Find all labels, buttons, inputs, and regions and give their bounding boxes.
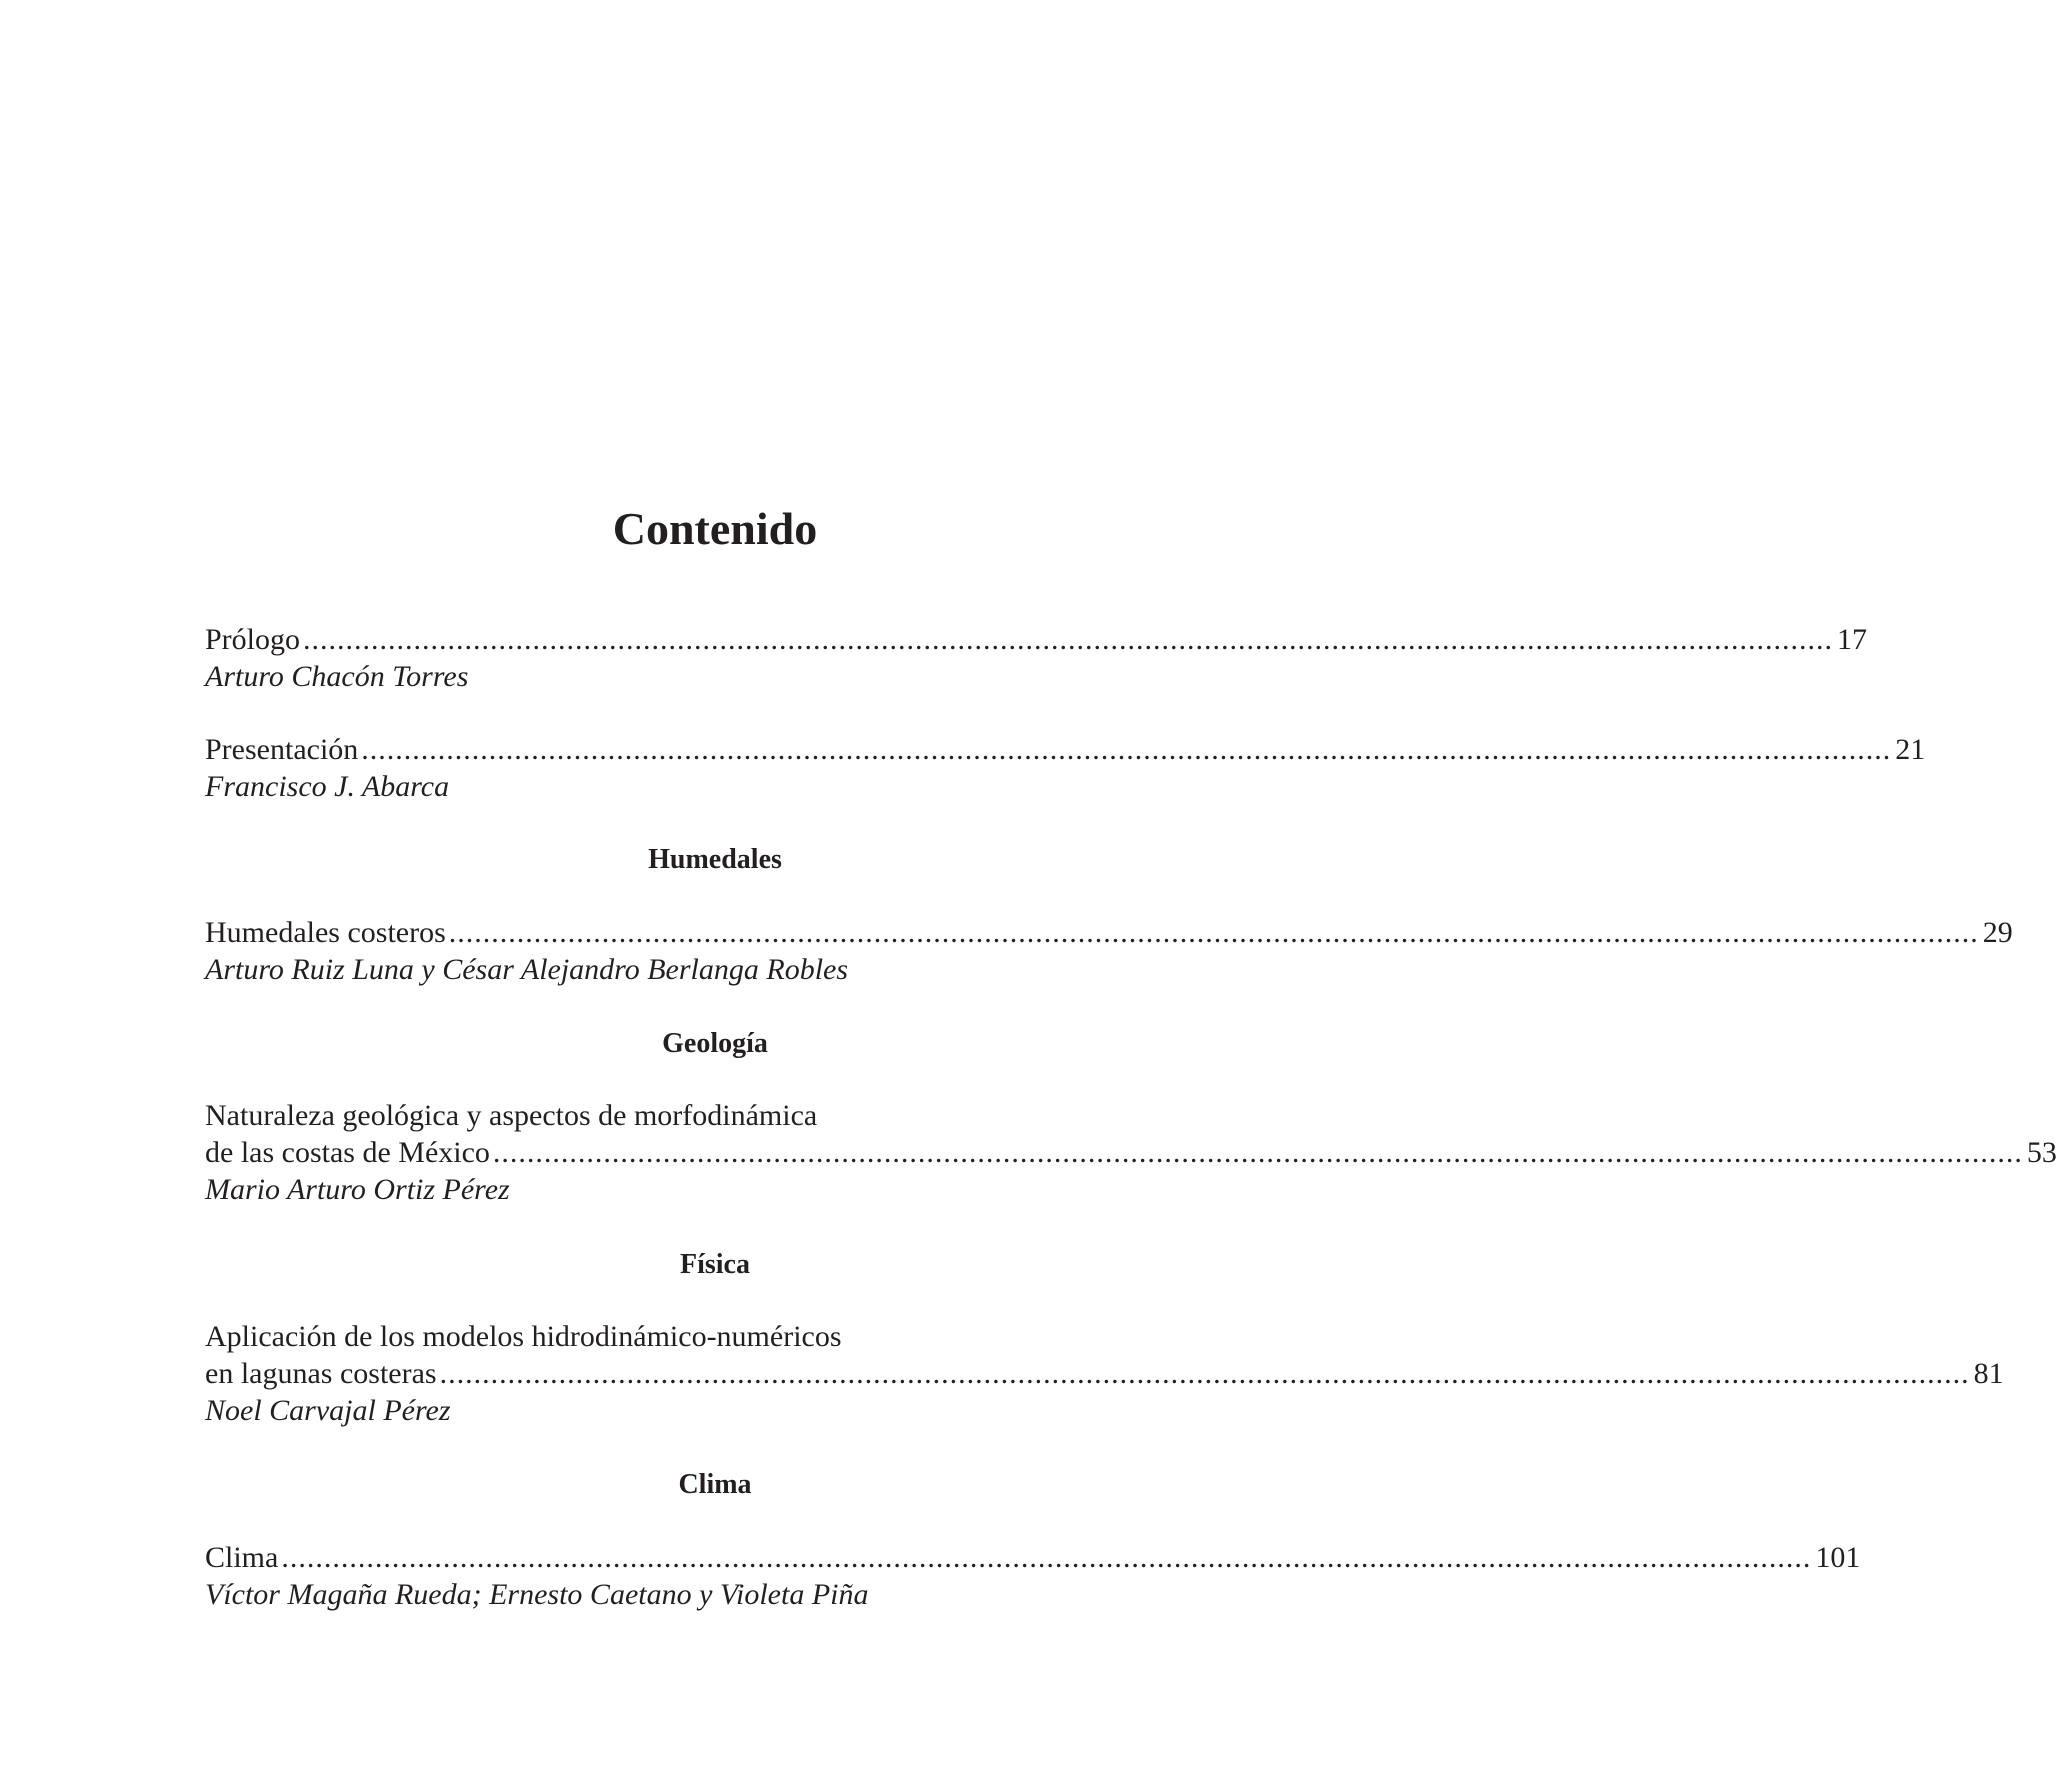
toc-entry-title: de las costas de México [205, 1136, 490, 1169]
section-heading-fisica: Física [680, 1249, 750, 1280]
toc-entry-title: en lagunas costeras [205, 1357, 437, 1390]
dot-leader: .................................................................................................................................................................................... [439, 1357, 1970, 1390]
toc-entry-naturaleza-geologica [205, 1097, 2057, 1208]
toc-entry-author: Francisco J. Abarca [205, 770, 450, 803]
section-heading-geologia: Geología [662, 1028, 768, 1059]
toc-page-number: 17 [1837, 623, 1868, 656]
toc-entry-title: Prólogo [205, 623, 301, 656]
toc-page-number: 101 [1815, 1541, 1861, 1574]
toc-page-number: 53 [2026, 1136, 2057, 1169]
toc-entry-line [205, 1134, 2057, 1171]
toc-entry-author: Víctor Magaña Rueda; Ernesto Caetano y Violeta Piña [205, 1578, 869, 1611]
dot-leader: .................................................................................................................................................................................... [361, 733, 1892, 766]
section-heading-humedales: Humedales [648, 844, 782, 875]
toc-entry-line [205, 731, 1926, 768]
dot-leader: .................................................................................................................................................................................... [492, 1136, 2023, 1169]
toc-entry-title-line1: Naturaleza geológica y aspectos de morfodinámica [205, 1099, 818, 1132]
toc-entry-author: Noel Carvajal Pérez [205, 1394, 451, 1427]
toc-entry-author: Arturo Chacón Torres [205, 660, 469, 693]
toc-page-number: 21 [1895, 733, 1926, 766]
dot-leader: .................................................................................................................................................................................... [303, 623, 1834, 656]
toc-entry-line [205, 914, 2013, 951]
page-title: Contenido [612, 503, 818, 554]
toc-entry-line [205, 1355, 2004, 1392]
dot-leader: .................................................................................................................................................................................... [448, 916, 1979, 949]
toc-entry-title-line1: Aplicación de los modelos hidrodinámico-numéricos [205, 1320, 842, 1353]
toc-entry-line-1 [205, 1097, 1177, 1134]
toc-entry-clima [205, 1539, 1861, 1613]
toc-entry-line [205, 1539, 1861, 1576]
toc-entry-title: Clima [205, 1541, 279, 1574]
toc-entry-humedales-costeros [205, 914, 2013, 988]
toc-entry-line [205, 621, 1868, 658]
toc-page-number: 81 [1973, 1357, 2004, 1390]
toc-entry-title: Presentación [205, 733, 359, 766]
toc-entry-line-1 [205, 1318, 1177, 1355]
toc-entry-modelos-hidrodinamicos [205, 1318, 2004, 1429]
toc-entry-author: Mario Arturo Ortiz Pérez [205, 1173, 510, 1206]
dot-leader: .................................................................................................................................................................................... [281, 1541, 1812, 1574]
toc-entry-prologo [205, 621, 1868, 695]
section-heading-clima: Clima [678, 1469, 752, 1500]
toc-entry-title: Humedales costeros [205, 916, 446, 949]
toc-entry-author: Arturo Ruiz Luna y César Alejandro Berlanga Robles [205, 953, 849, 986]
toc-page-number: 29 [1982, 916, 2013, 949]
toc-entry-presentacion [205, 731, 1926, 805]
